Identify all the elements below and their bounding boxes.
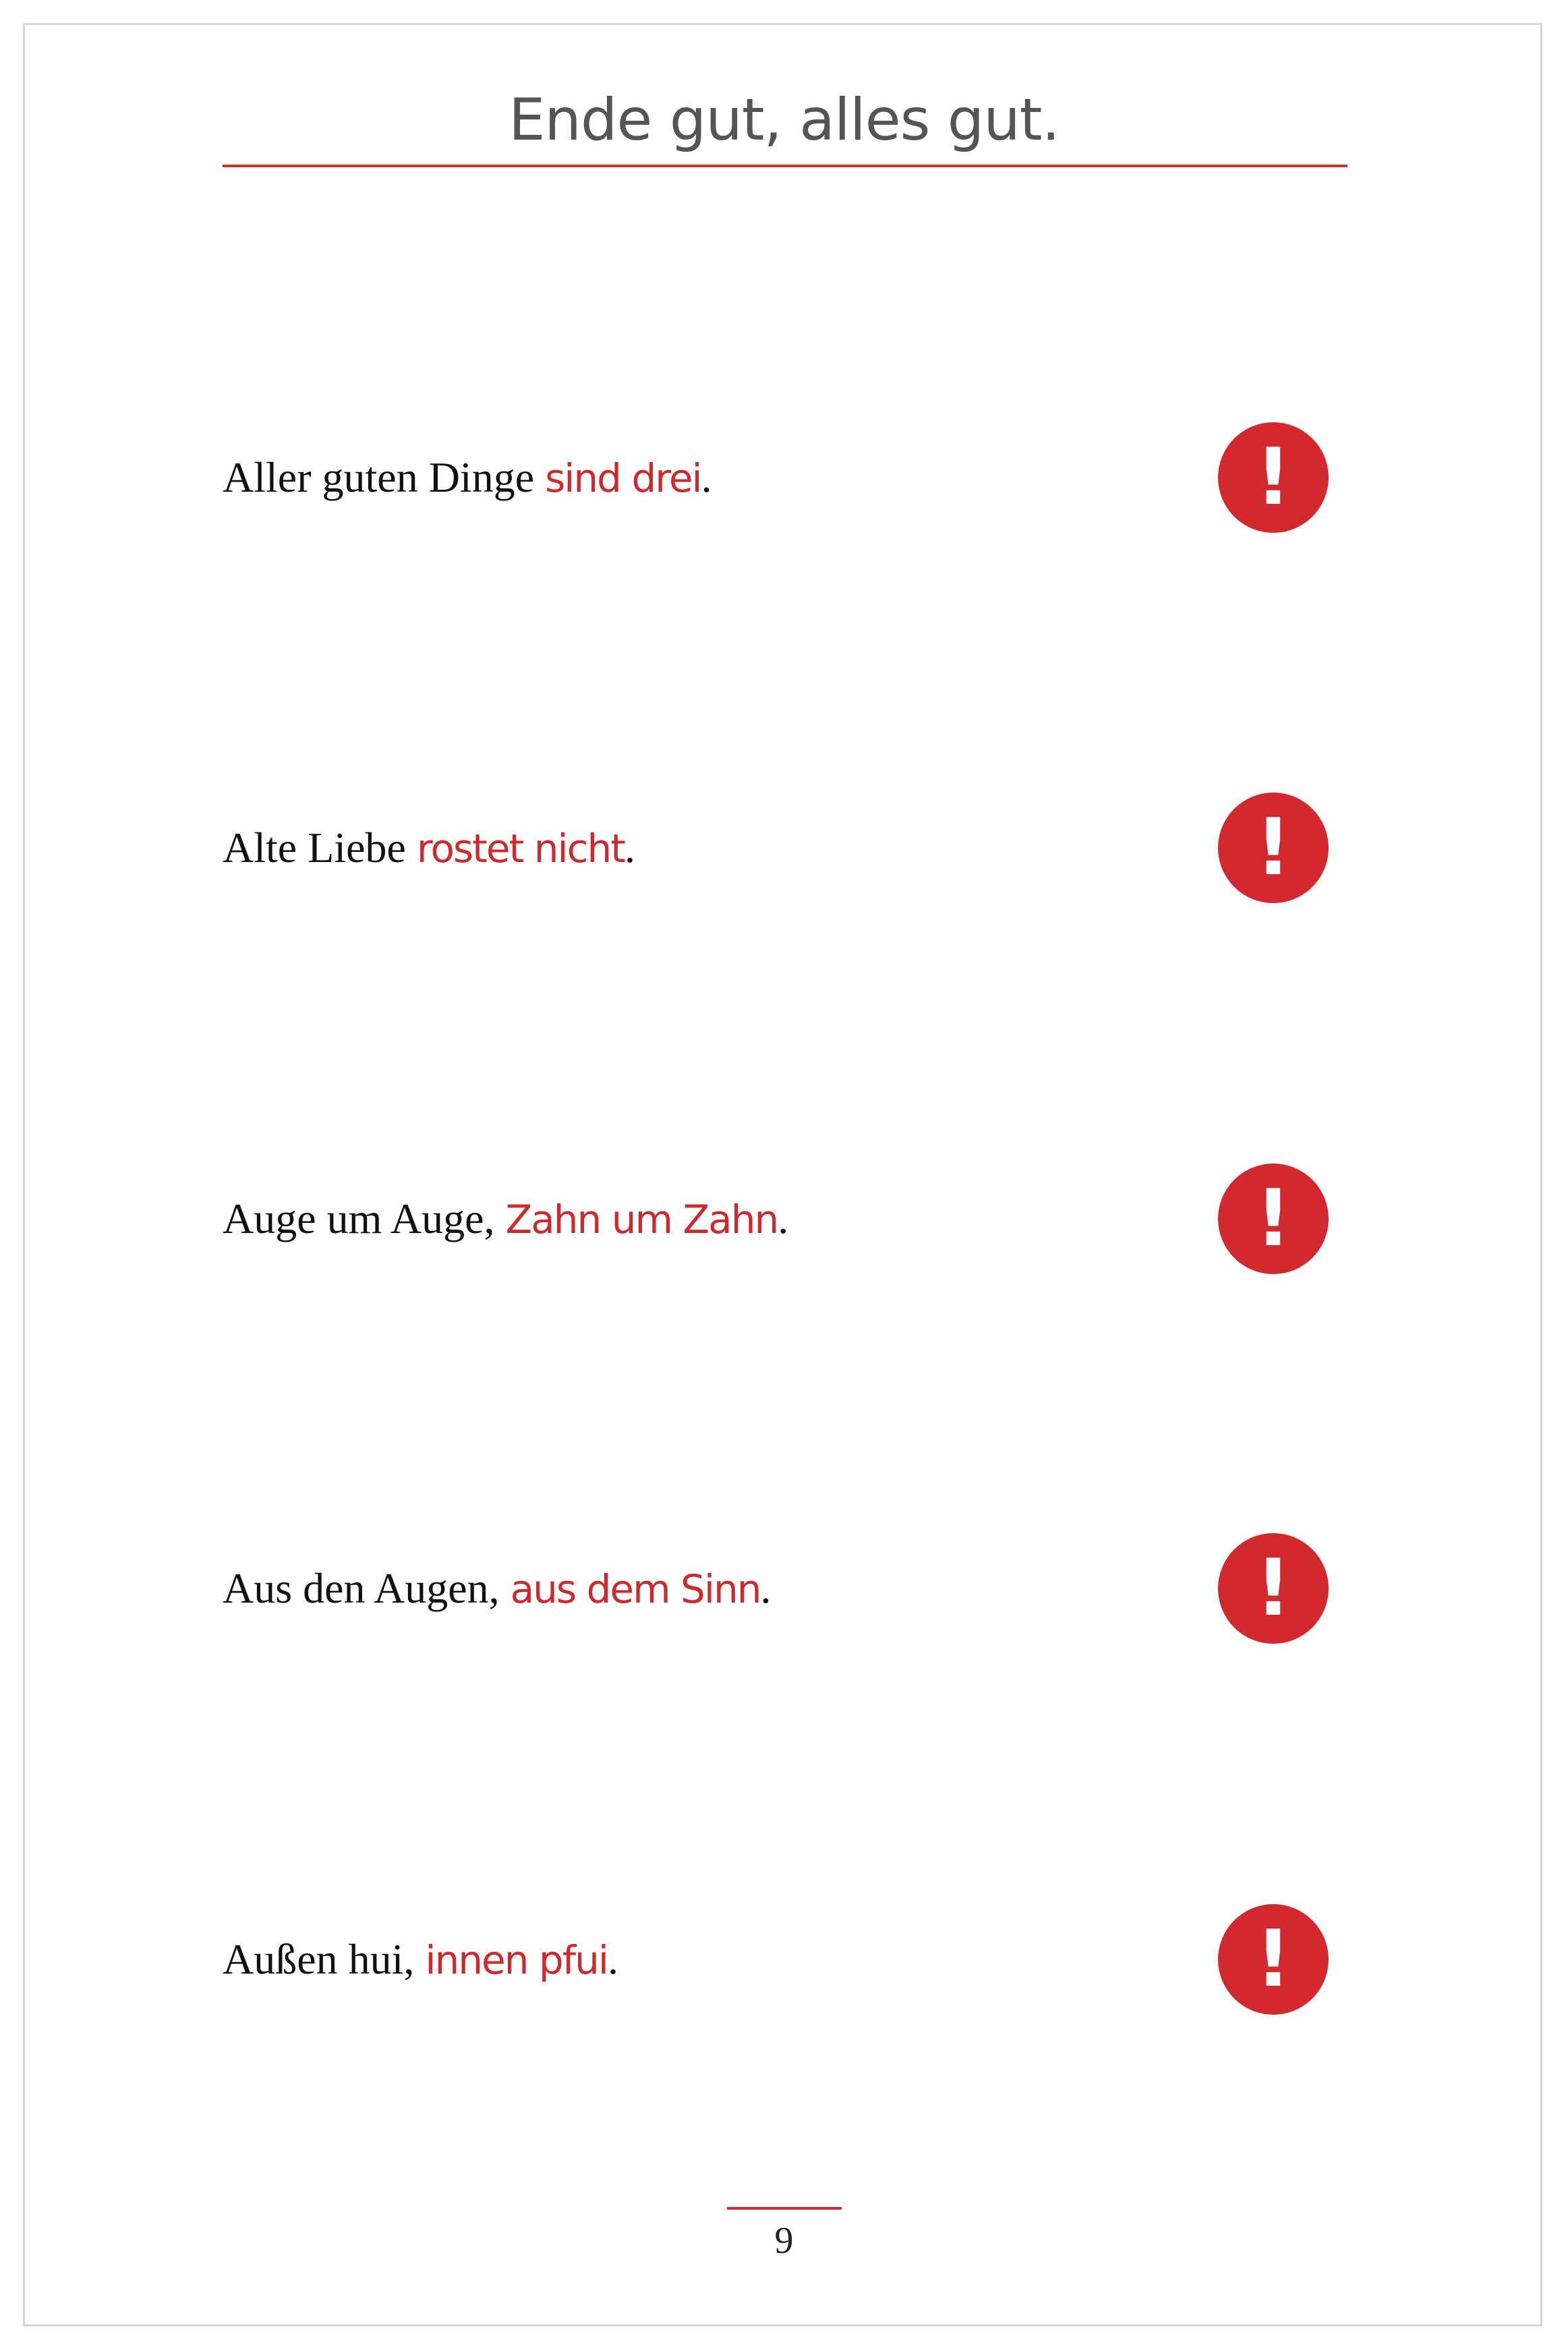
page-number: 9: [774, 2220, 794, 2262]
proverb-start: Aller guten Dinge: [223, 453, 546, 501]
proverb-end: .: [701, 453, 712, 501]
proverb-start: Aus den Augen,: [223, 1564, 511, 1612]
title-divider: [223, 165, 1347, 167]
exclamation-icon: !: [1218, 1533, 1329, 1644]
proverb-text: [223, 453, 712, 503]
proverb-start: Auge um Auge,: [223, 1195, 506, 1242]
exclamation-icon: !: [1218, 422, 1329, 533]
proverb-highlight: aus dem Sinn: [510, 1566, 761, 1612]
proverb-row: [223, 1161, 1349, 1276]
proverb-text: [223, 1194, 788, 1244]
exclamation-icon: !: [1218, 1164, 1329, 1274]
proverb-end: .: [625, 824, 636, 871]
proverb-end: .: [760, 1564, 772, 1612]
proverb-row: [223, 1902, 1349, 2017]
proverb-row: [223, 791, 1349, 905]
proverb-text: [223, 1564, 771, 1613]
footer-divider: [727, 2207, 842, 2210]
proverb-start: Außen hui,: [223, 1935, 426, 1983]
proverb-highlight: innen pfui: [425, 1937, 608, 1983]
exclamation-icon: !: [1218, 1904, 1329, 2015]
proverb-text: [223, 1934, 618, 1984]
exclamation-icon: !: [1218, 793, 1329, 903]
proverb-highlight: Zahn um Zahn: [505, 1197, 778, 1242]
proverb-row: [223, 420, 1349, 535]
proverb-end: .: [778, 1195, 789, 1242]
proverb-highlight: sind drei: [545, 455, 701, 501]
proverb-end: .: [608, 1935, 619, 1983]
proverb-start: Alte Liebe: [223, 824, 417, 871]
proverb-row: [223, 1531, 1349, 1646]
page-title: Ende gut, alles gut.: [509, 86, 1059, 154]
proverb-highlight: rostet nicht: [416, 826, 625, 871]
proverb-text: [223, 823, 635, 873]
